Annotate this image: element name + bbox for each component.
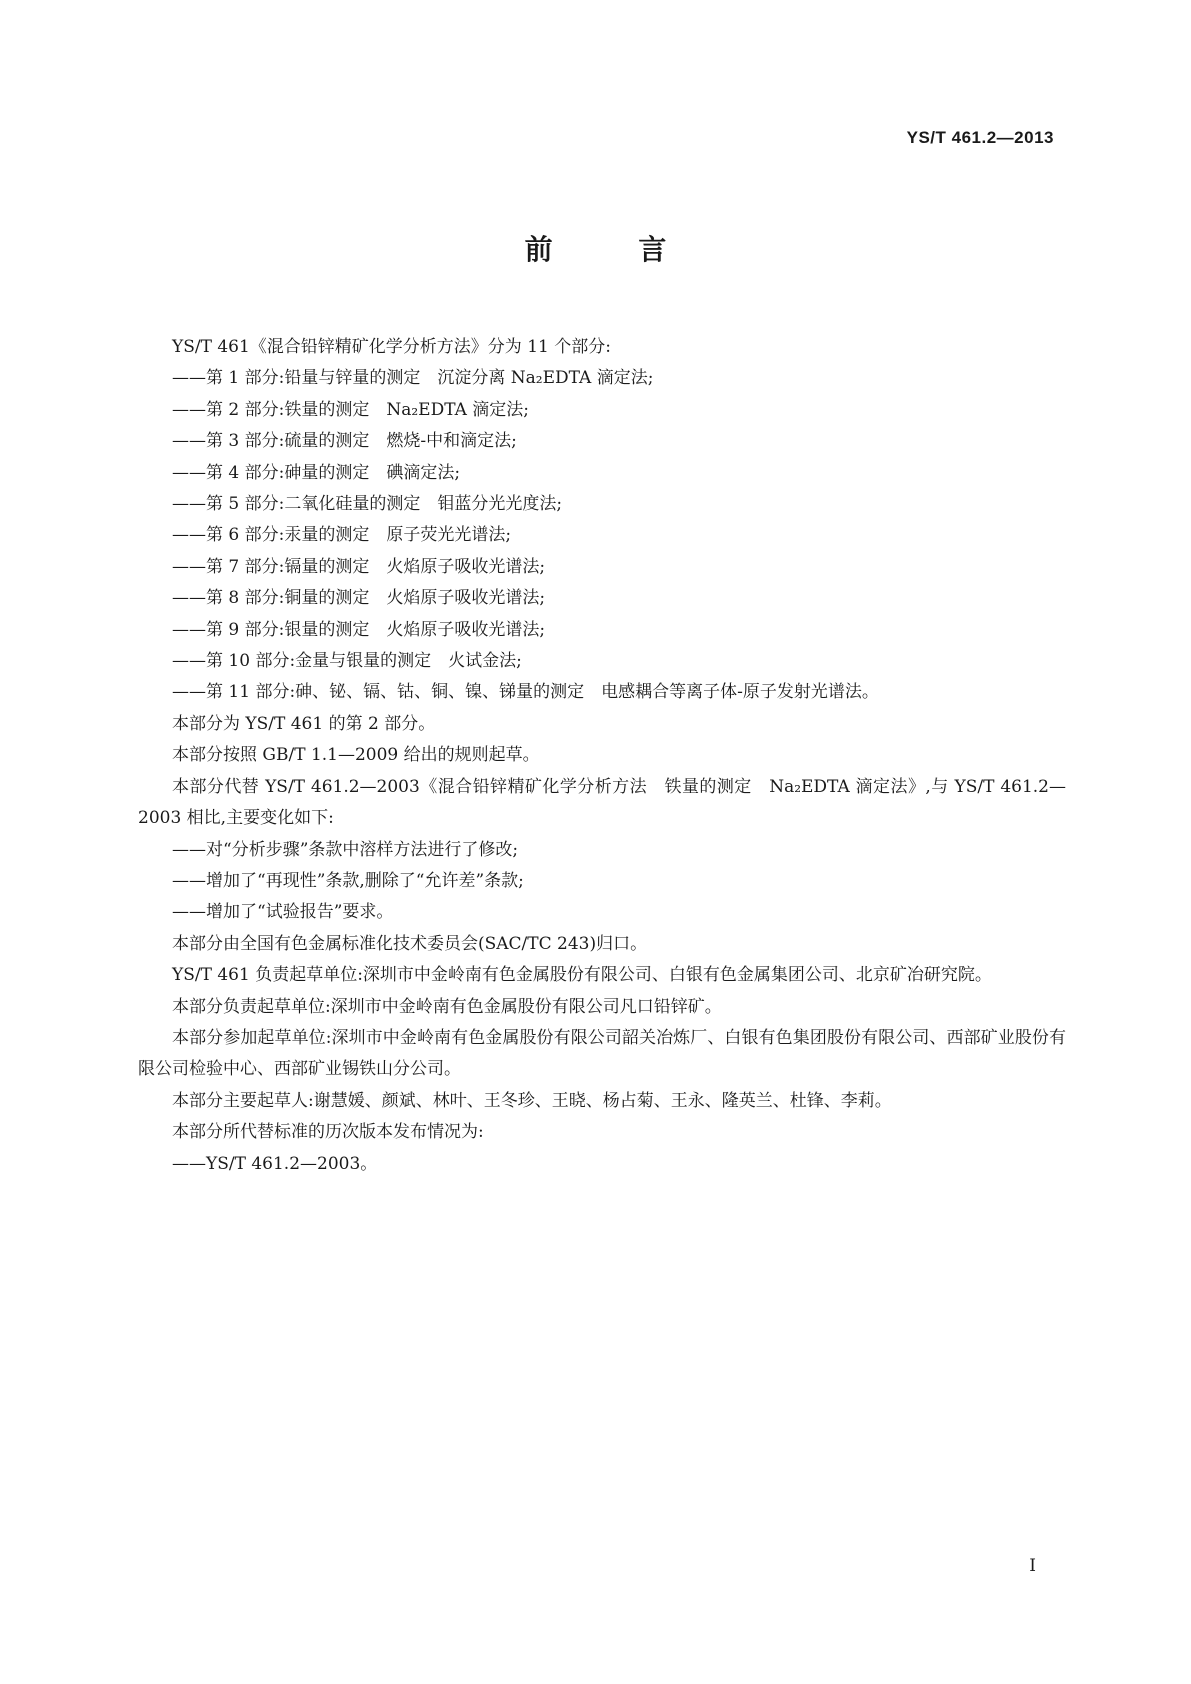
list-item: ——第 5 部分:二氧化硅量的测定 钼蓝分光光度法; <box>172 494 563 515</box>
paragraph: 本部分所代替标准的历次版本发布情况为: <box>172 1122 484 1143</box>
foreword-body <box>138 332 1066 1180</box>
list-item: ——增加了“试验报告”要求。 <box>172 902 394 923</box>
list-item: ——对“分析步骤”条款中溶样方法进行了修改; <box>172 839 519 860</box>
list-item: ——第 1 部分:铅量与锌量的测定 沉淀分离 Na₂EDTA 滴定法; <box>172 368 654 389</box>
list-item: ——YS/T 461.2—2003。 <box>172 1153 378 1174</box>
standard-number: YS/T 461.2—2013 <box>906 128 1054 147</box>
page-title: 前 言 <box>524 233 705 266</box>
list-item: ——第 3 部分:硫量的测定 燃烧-中和滴定法; <box>172 431 517 452</box>
list-item: ——第 10 部分:金量与银量的测定 火试金法; <box>172 651 522 672</box>
list-item: ——第 7 部分:镉量的测定 火焰原子吸收光谱法; <box>172 556 546 577</box>
paragraph: 本部分为 YS/T 461 的第 2 部分。 <box>172 713 436 734</box>
list-item: ——第 6 部分:汞量的测定 原子荧光光谱法; <box>172 525 512 546</box>
paragraph: YS/T 461《混合铅锌精矿化学分析方法》分为 11 个部分: <box>172 337 611 357</box>
paragraph: YS/T 461 负责起草单位:深圳市中金岭南有色金属股份有限公司、白银有色金属集团公司、北京矿冶研究院。 <box>172 965 992 986</box>
paragraph: 本部分参加起草单位:深圳市中金岭南有色金属股份有限公司韶关冶炼厂、白银有色集团股份有限公司、西部矿业股份有限公司检验中心、西部矿业锡铁山分公司。 <box>138 1027 1066 1080</box>
paragraph: 本部分负责起草单位:深圳市中金岭南有色金属股份有限公司凡口铅锌矿。 <box>172 996 722 1017</box>
paragraph: 本部分代替 YS/T 461.2—2003《混合铅锌精矿化学分析方法 铁量的测定 Na₂EDTA 滴定法》,与 YS/T 461.2—2003 相比,主要变化如下: <box>138 776 1066 829</box>
paragraph: 本部分按照 GB/T 1.1—2009 给出的规则起草。 <box>172 745 540 766</box>
list-item: ——第 9 部分:银量的测定 火焰原子吸收光谱法; <box>172 619 546 640</box>
list-item: ——第 11 部分:砷、铋、镉、钴、铜、镍、锑量的测定 电感耦合等离子体-原子发射光谱法。 <box>172 682 879 703</box>
list-item: ——第 4 部分:砷量的测定 碘滴定法; <box>172 462 461 483</box>
list-item: ——第 2 部分:铁量的测定 Na₂EDTA 滴定法; <box>172 399 530 420</box>
list-item: ——增加了“再现性”条款,删除了“允许差”条款; <box>172 870 524 891</box>
list-item: ——第 8 部分:铜量的测定 火焰原子吸收光谱法; <box>172 588 546 609</box>
paragraph: 本部分由全国有色金属标准化技术委员会(SAC/TC 243)归口。 <box>172 933 648 954</box>
page-number: I <box>1029 1556 1036 1576</box>
paragraph: 本部分主要起草人:谢慧媛、颜斌、林叶、王冬珍、王晓、杨占菊、王永、隆英兰、杜锋、李莉。 <box>172 1090 892 1111</box>
